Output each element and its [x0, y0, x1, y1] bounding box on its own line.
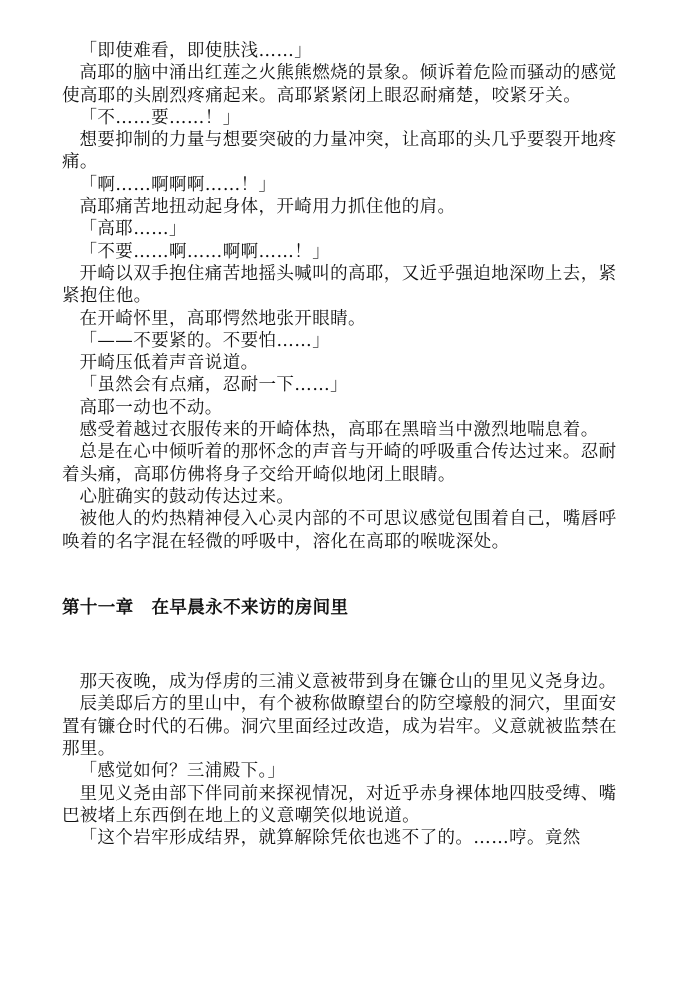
paragraph: 开崎压低着声音说道。 [79, 353, 259, 374]
paragraph: 想要抑制的力量与想要突破的力量冲突，让高耶的头几乎要裂开地疼痛。 [62, 130, 617, 173]
paragraph: 高耶的脑中涌出红莲之火熊熊燃烧的景象。倾诉着危险而骚动的感觉使高耶的头剧烈疼痛起来。高耶紧紧闭上眼忍耐痛楚，咬紧牙关。 [62, 63, 617, 106]
paragraph: 高耶痛苦地扭动起身体，开崎用力抓住他的肩。 [79, 197, 456, 218]
paragraph: 里见义尧由部下伴同前来探视情况，对近乎赤身裸体地四肢受缚、嘴巴被堵上东西倒在地上的义意嘲笑似地说道。 [62, 783, 617, 826]
paragraph: 那天夜晚，成为俘虏的三浦义意被带到身在镰仓山的里见义尧身边。 [79, 672, 617, 693]
paragraph: 总是在心中倾听着的那怀念的声音与开崎的呼吸重合传达过来。忍耐着头痛，高耶仿佛将身子交给开崎似地闭上眼睛。 [62, 442, 617, 485]
paragraph: 高耶一动也不动。 [79, 397, 223, 418]
paragraph: 「即使难看，即使肤浅……」 [79, 41, 313, 61]
paragraph: 辰美邸后方的里山中，有个被称做瞭望台的防空壕般的洞穴，里面安置有镰仓时代的石佛。洞穴里面经过改造，成为岩牢。义意就被监禁在那里。 [62, 694, 617, 760]
paragraph: 在开崎怀里，高耶愕然地张开眼睛。 [79, 308, 366, 329]
paragraph: 「啊……啊啊啊……！」 [79, 174, 277, 195]
document-page [62, 40, 634, 850]
paragraph: 「——不要紧的。不要怕……」 [79, 330, 331, 351]
paragraph: 被他人的灼热精神侵入心灵内部的不可思议感觉包围着自己，嘴唇呼唤着的名字混在轻微的呼吸中，溶化在高耶的喉咙深处。 [62, 509, 617, 552]
paragraph: 「不……要……！」 [79, 107, 241, 128]
paragraph: 「感觉如何？三浦殿下。」 [79, 761, 286, 782]
spacer [62, 553, 634, 597]
text-block-part2 [62, 671, 634, 849]
paragraph: 「这个岩牢形成结界，就算解除凭依也逃不了的。……哼。竟然 [79, 828, 581, 849]
paragraph: 感受着越过衣服传来的开崎体热，高耶在黑暗当中激烈地喘息着。 [79, 420, 599, 441]
spacer [62, 619, 634, 671]
paragraph: 开崎以双手抱住痛苦地摇头喊叫的高耶，又近乎强迫地深吻上去，紧紧抱住他。 [62, 263, 617, 307]
text-block-part1 [62, 40, 634, 553]
paragraph: 心脏确实的鼓动传达过来。 [79, 486, 295, 507]
chapter-title: 第十一章 在早晨永不来访的房间里 [62, 597, 349, 618]
paragraph: 「不要……啊……啊啊……！」 [79, 241, 331, 262]
paragraph: 「虽然会有点痛，忍耐一下……」 [79, 375, 348, 396]
paragraph: 「高耶……」 [79, 219, 187, 240]
